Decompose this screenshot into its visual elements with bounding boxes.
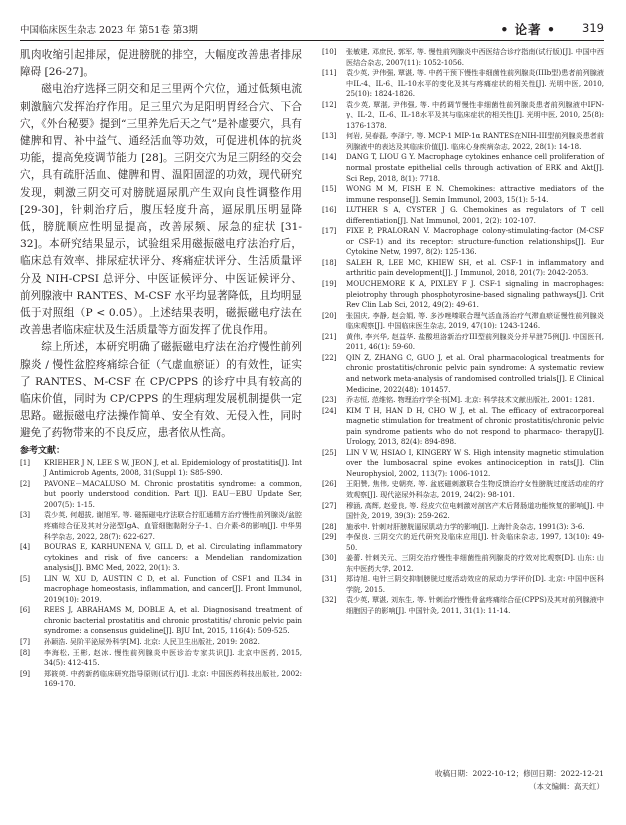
reference-item	[322, 184, 604, 205]
reference-item	[322, 448, 604, 480]
reference-text: 孙颖浩. 吴阶平泌尿外科学[M]. 北京: 人民卫生出版社, 2019: 2082.	[44, 636, 260, 646]
reference-text: KRIEHER J N, LEE S W, JEON J, et al. Epidemiology of prostatitis[J]. Int J Antimicrob Agents, 2008, 31(Suppl 1): S85-S90.	[44, 457, 302, 478]
editor-note: （本文编辑：高天红）	[529, 782, 604, 791]
reference-text: 王阳赞, 焦伟, 史朝亮, 等. 盆底磁刺激联合生物反馈治疗女性膀胱过度活动症的疗效观察[J]. 现代泌尿外科杂志, 2019, 24(2): 98-101.	[346, 479, 604, 499]
page-number: 319	[582, 21, 604, 35]
reference-text: 张敏建, 邓庶民, 郭军, 等. 慢性前列腺炎中西医结合诊疗指南(试行版)[J]. 中国中西医结合杂志, 2007(11): 1052-1056.	[346, 47, 604, 67]
reference-list-left	[20, 458, 302, 690]
reference-text: 李保良. 三阴交穴的近代研究及临床应用[J]. 针灸临床杂志, 1997, 13(10): 49-50.	[346, 532, 604, 552]
reference-number: [19]	[322, 279, 337, 289]
reference-text: LUTHER S A, CYSTER J G. Chemokines as regulators of T cell differentiation[J]. Nat Immunol, 2001, 2(2): 102-107.	[346, 205, 604, 225]
reference-text: 郑筱萸. 中药新药临床研究指导原则(试行)[J]. 北京: 中国医药科技出版社, 2002: 169-170.	[44, 668, 302, 689]
reference-text: 袁少英, 尹伟强, 覃湛, 等. 中药干预下慢性非细菌性前列腺炎(IIIb型)患者前列腺液中IL-4、IL-6、IL-10水平的变化及其与疼痛症状的相关性[J]. 光明中医, 2010, 25(10): 1824-1826.	[346, 68, 604, 99]
reference-number: [26]	[322, 479, 337, 489]
reference-text: 姜蕾. 针刺关元、三阴交治疗慢性非细菌性前列腺炎的疗效对比观察[D]. 山东: 山东中医药大学, 2012.	[346, 553, 604, 573]
reference-number: [31]	[322, 574, 337, 584]
reference-number: [18]	[322, 257, 337, 267]
reference-text: 袁少英, 覃湛, 刘东生, 等. 针刺治疗慢性骨盆疼痛综合征(CPPS)及其对前列腺液中细胞因子的影响[J]. 中国针灸, 2011, 31(1): 11-14.	[346, 595, 604, 615]
reference-number: [13]	[322, 131, 337, 141]
reference-number: [20]	[322, 310, 337, 320]
reference-item	[322, 522, 604, 533]
reference-text: FIXE P, PRALORAN V. Macrophage colony-stimulating-factor (M-CSF or CSF-1) and its receptor: structure-function relationships[J]. Eur Cytokine Netw, 1997, 8(2): 125-136.	[346, 226, 604, 257]
reference-number: [25]	[322, 447, 337, 457]
left-column	[20, 47, 302, 690]
reference-item	[322, 311, 604, 332]
reference-item	[322, 532, 604, 553]
reference-text: 郑诗旭. 电针三阴交抑制膀胱过度活动效应的尿动力学评价[D]. 北京: 中国中医科学院, 2015.	[346, 574, 604, 594]
reference-item	[322, 553, 604, 574]
reference-item	[20, 605, 302, 637]
reference-text: 袁少英, 覃湛, 尹伟强, 等. 中药调节慢性非细菌性前列腺炎患者前列腺液中IFN-γ、IL-2、IL-6、IL-18水平及其与临床症状的相关性[J]. 光明中医, 2010, 25(8): 1376-1378.	[346, 99, 604, 130]
paragraph: 磁电治疗选择三阴交和足三里两个穴位，通过低频电流刺激脑穴发挥治疗作用。足三里穴为足阳明胃经合穴、下合穴，《外台秘要》提到“三里养先后天之气”是补虚要穴，具有健脾和胃、补中益气、通经活血等功效，可促进机体的抗炎功能，提高免疫调节能力 [28]。三阴交穴为足三阴经的交会穴，具有疏肝活血、健脾和胃、温阳固涩的功效，现代研究发现，刺激三阴交可对膀胱逼尿肌产生双向良性调整作用 [29-30]，针刺治疗后，腹压轻度升高，逼尿肌压明显降低，膀胱顺应性明显提高，改善尿频、尿急的症状 [31-32]。本研究结果显示，试验组采用磁振磁电疗法治疗后，临床总有效率、排尿症状评分、疼痛症状评分、生活质量评分及 NIH-CPSI 总评分、中医证候评分、中医证候评分、前列腺液中 RANTES、M-CSF 水平均显著降低，且均明显低于对照组（P < 0.05）。上述结果表明，磁振磁电疗法在改善患者临床症状及生活质量等方面发挥了优良作用。	[20, 83, 302, 337]
reference-number: [23]	[322, 395, 337, 405]
reference-text: MOUCHEMORE K A, PIXLEY F J. CSF-1 signaling in macrophages: pleiotrophy through phosphotyrosine-based signaling pathways[J]. Crit Rev Clin Lab Sci, 2012, 49(2): 49-61.	[346, 279, 604, 310]
right-column	[322, 47, 604, 617]
references-heading: 参考文献：	[20, 445, 66, 456]
reference-number: [14]	[322, 152, 337, 162]
reference-number: [2]	[20, 478, 31, 488]
reference-item	[322, 332, 604, 353]
reference-item	[322, 353, 604, 395]
reference-text: REES J, ABRAHAMS M, DOBLE A, et al. Diagnosisand treatment of chronic bacterial prostatitis and chronic prostatitis/ chronic pelvic pain syndrome: a consensus guideline[J]. BJU Int, 2015, 116(4): 509-525.	[44, 605, 302, 636]
reference-item	[322, 279, 604, 311]
reference-item	[20, 669, 302, 690]
running-header	[20, 20, 604, 38]
reference-number: [6]	[20, 605, 31, 615]
reference-item	[20, 479, 302, 511]
reference-number: [7]	[20, 636, 31, 646]
reference-number: [9]	[20, 668, 31, 678]
reference-text: 何岩, 吴春磊, 李泽宁, 等. MCP-1 MIP-1α RANTES在NIH-III型前列腺炎患者前列腺液中的表达及其临床价值[J]. 临床心身疾病杂志, 2022, 28(1): 14-18.	[346, 131, 604, 151]
reference-text: PAVONE－MACALUSO M. Chronic prostatitis syndrome: a common, but poorly understood condition. Part I[J]. EAU－EBU Update Ser, 2007(5): 1-15.	[44, 478, 302, 509]
reference-item	[322, 100, 604, 132]
reference-number: [32]	[322, 595, 337, 605]
reference-number: [16]	[322, 205, 337, 215]
reference-number: [11]	[322, 68, 337, 78]
journal-citation: 中国临床医生杂志 2023 年 第51卷 第3期	[20, 25, 198, 36]
reference-number: [8]	[20, 647, 31, 657]
reference-number: [3]	[20, 510, 31, 520]
reference-text: LIN W, XU D, AUSTIN C D, et al. Function of CSF1 and IL34 in macrophage homeostasis, inflammation, and cancer[J]. Front Immunol, 2019(10): 2019.	[44, 573, 302, 604]
reference-text: 张国庆, 李静, 赵会娟, 等. 多沙唑嗪联合理气活血汤治疗气滞血瘀证慢性前列腺炎临床观察[J]. 中国临床医生杂志, 2019, 47(10): 1243-1246.	[346, 310, 604, 331]
reference-item	[322, 395, 604, 406]
body-text	[20, 47, 302, 443]
reference-number: [30]	[322, 553, 337, 563]
reference-text: 袁少英, 何超拔, 谢旭军, 等. 磁振磁电疗法联合拧肛通精方治疗慢性前列腺炎/盆腔疼痛综合征及其对分泌型IgA、血管细胞黏附分子-1、白介素-8的影响[J]. 中华男科学杂志, 2022, 28(7): 622-627.	[44, 510, 302, 541]
reference-item	[20, 458, 302, 479]
reference-item	[322, 479, 604, 500]
reference-number: [29]	[322, 532, 337, 542]
reference-text: SALEH R, LEE MC, KHIEW SH, et al. CSF-1 in inflammatory and arthritic pain development[J]. J Immunol, 2018, 201(7): 2042-2053.	[346, 257, 604, 278]
reference-text: 乔志恒, 范维铭. 物理治疗学全书[M]. 北京: 科学技术文献出版社, 2001: 1281.	[346, 395, 595, 405]
reference-item	[322, 406, 604, 448]
reference-text: LIN V W, HSIAO I, KINGERY W S. High intensity magnetic stimulation over the lumbosacral spine evokes antinociception in rats[J]. Clin Neurophysiol, 2002, 113(7): 1006-1012.	[346, 447, 604, 478]
reference-item	[322, 47, 604, 68]
paragraph: 综上所述，本研究明确了磁振磁电疗法在治疗慢性前列腺炎 / 慢性盆腔疼痛综合征（气虚血瘀证）的有效性，证实了 RANTES、M-CSF 在 CP/CPPS 的诊疗中具有较高的临床价值，同时为 CP/CPPS 的生理病理发展机制提供一定思路。磁振磁电疗法操作简单、安全有效、无侵入性，同时避免了药物带来的不良反应，患者依从性高。	[20, 341, 302, 440]
reference-text: QIN Z, ZHANG C, GUO J, et al. Oral pharmacological treatments for chronic prostatitis/chronic pelvic pain syndrome: A systematic review and network meta-analysis of randomised controlled trials[J]. E Clinical Medicine, 2022(48): 101457.	[346, 352, 604, 394]
reference-item	[322, 226, 604, 258]
article-dates	[435, 767, 604, 793]
reference-text: 穆涵, 高辉, 赵爱良, 等. 经皮穴位电刺激对剖宫产术后肾肠道功能恢复的影响[J]. 中国针灸, 2019, 39(3): 259-262.	[346, 500, 604, 521]
reference-item	[20, 542, 302, 574]
reference-text: DANG T, LIOU G Y. Macrophage cytokines enhance cell proliferation of normal prostate epithelial cells through activation of ERK and Akt[J]. Sci Rep, 2018, 8(1): 7718.	[346, 152, 604, 183]
reference-item	[322, 152, 604, 184]
reference-text: 施承中. 针刺对肝膀胱逼尿肌动力学的影响[J]. 上海针灸杂志, 1991(3): 3-6.	[346, 521, 585, 531]
reference-item	[322, 205, 604, 226]
reference-number: [27]	[322, 500, 337, 510]
reference-item	[322, 131, 604, 152]
reference-item	[20, 510, 302, 542]
paragraph: 肌肉收缩引起排尿，促进膀胱的排空，大幅度改善患者排尿障碍 [26-27]。	[20, 49, 302, 79]
reference-text: 李海松, 王彬, 赵冰. 慢性前列腺炎中医诊治专家共识[J]. 北京中医药, 2015, 34(5): 412-415.	[44, 647, 302, 668]
reference-item	[322, 574, 604, 595]
reference-item	[322, 595, 604, 616]
reference-item	[322, 501, 604, 522]
reference-item	[20, 637, 302, 648]
received-revised-dates: 收稿日期：2022-10-12；修回日期：2022-12-21	[435, 769, 604, 778]
reference-item	[20, 648, 302, 669]
header-rule	[20, 40, 604, 41]
reference-number: [17]	[322, 226, 337, 236]
reference-number: [28]	[322, 521, 337, 531]
reference-number: [10]	[322, 47, 337, 56]
reference-list-right	[322, 47, 604, 617]
reference-number: [24]	[322, 405, 337, 415]
reference-text: BOURAS E, KARHUNENA V, GILL D, et al. Circulating inflammatory cytokines and risk of five cancers: a Mendelian randomization analysis[J]. BMC Med, 2022, 20(1): 3.	[44, 542, 302, 573]
reference-number: [15]	[322, 184, 337, 194]
reference-item	[322, 68, 604, 100]
reference-text: WONG M M, FISH E N. Chemokines: attractive mediators of the immune response[J]. Semin Immunol, 2003, 15(1): 5-14.	[346, 184, 604, 204]
reference-text: 黄伟, 李兴华, 赵益华. 盐酸坦洛新治疗III型前列腺炎分并早泄75例[J]. 中国医刊, 2011, 46(1): 59-60.	[346, 331, 604, 352]
reference-item	[322, 258, 604, 279]
reference-number: [1]	[20, 457, 31, 467]
column-label: • 论著 •	[500, 22, 556, 37]
reference-number: [22]	[322, 352, 337, 362]
reference-item	[20, 574, 302, 606]
reference-number: [4]	[20, 542, 31, 552]
reference-text: KIM T H, HAN D H, CHO W J, et al. The efficacy of extracorporeal magnetic stimulation for treatment of chronic prostatitis/chronic pelvic pain syndrome patients who do not respond to pharmaco- therapy[J]. Urology, 2013, 82(4): 894-898.	[346, 405, 604, 447]
reference-number: [21]	[322, 331, 337, 341]
reference-number: [5]	[20, 573, 31, 583]
reference-number: [12]	[322, 99, 337, 109]
